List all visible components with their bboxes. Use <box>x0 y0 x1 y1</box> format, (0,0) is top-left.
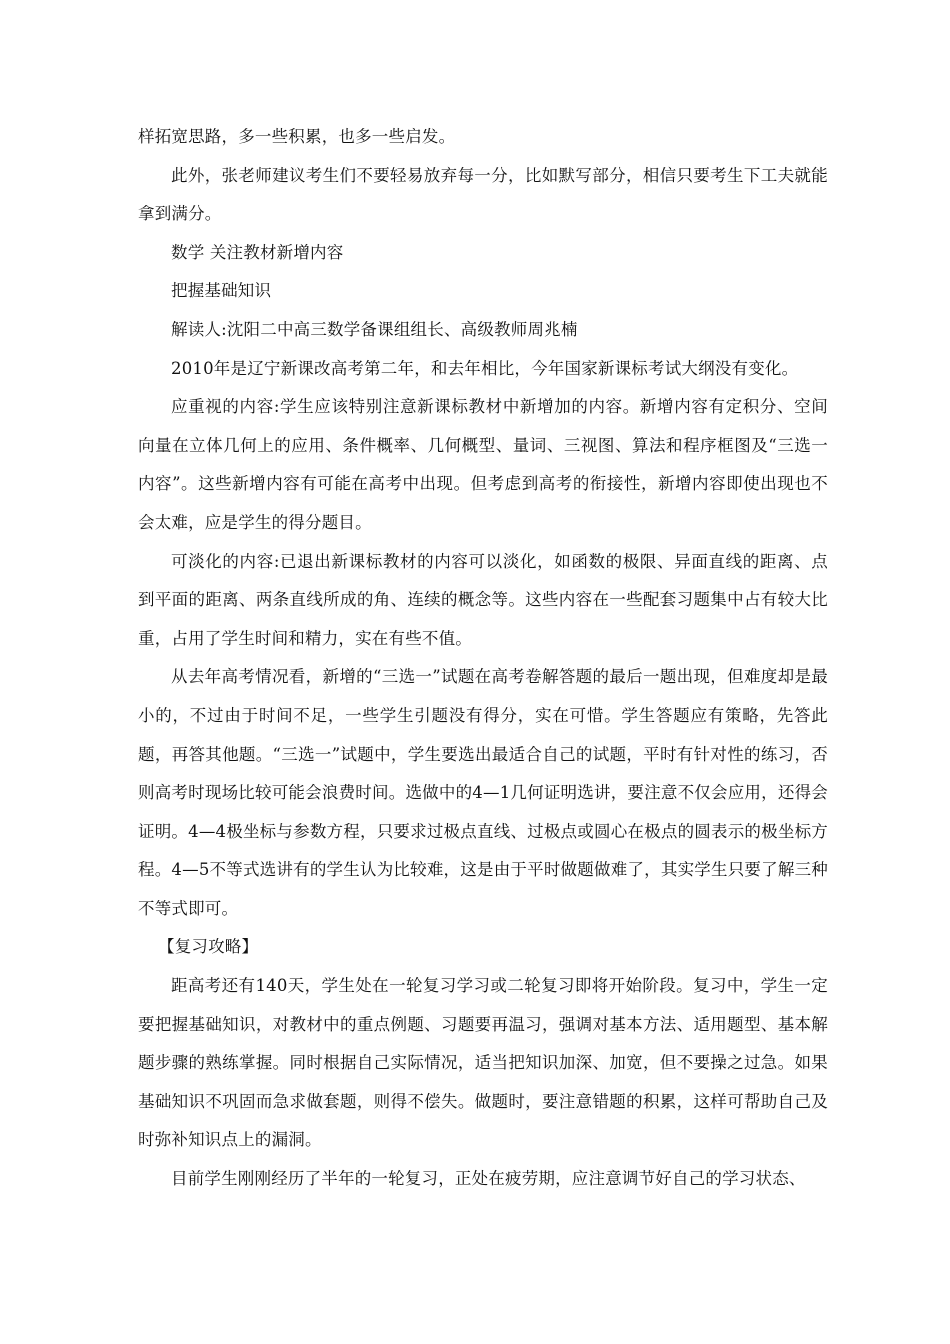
paragraph-last-year: 从去年高考情况看，新增的“三选一”试题在高考卷解答题的最后一题出现，但难度却是最小的，不过由于时间不足，一些学生引题没有得分，实在可惜。学生答题应有策略，先答此题，再答其他题。“三选一”试题中，学生要选出最适合自己的试题，平时有针对性的练习，否则高考时现场比较可能会浪费时间。选做中的4—1几何证明选讲，要注意不仅会应用，还得会证明。4—4极坐标与参数方程，只要求过极点直线、过极点或圆心在极点的圆表示的极坐标方程。4—5不等式选讲有的学生认为比较难，这是由于平时做题做难了，其实学生只要了解三种不等式即可。 <box>138 667 828 918</box>
review-strategy-heading: 【复习攻略】 <box>158 937 259 957</box>
section-heading-math: 数学 关注教材新增内容 <box>171 242 344 262</box>
paragraph-current-state: 目前学生刚刚经历了半年的一轮复习，正处在疲劳期，应注意调节好自己的学习状态、 <box>171 1169 806 1189</box>
section-subheading: 把握基础知识 <box>171 281 272 301</box>
paragraph-deemphasized-content: 可淡化的内容:已退出新课标教材的内容可以淡化，如函数的极限、异面直线的距离、点到平面的距离、两条直线所成的角、连续的概念等。这些内容在一些配套习题集中占有较大比重，占用了学生时间和精力，实在有些不值。 <box>138 551 828 648</box>
paragraph-advice: 此外，张老师建议考生们不要轻易放弃每一分，比如默写部分，相信只要考生下工夫就能拿到满分。 <box>138 165 828 224</box>
paragraph-review: 距高考还有140天，学生处在一轮复习学习或二轮复习即将开始阶段。复习中，学生一定要把握基础知识，对教材中的重点例题、习题要再温习，强调对基本方法、适用题型、基本解题步骤的熟练掌握。同时根据自己实际情况，适当把知识加深、加宽，但不要操之过急。如果基础知识不巩固而急求做套题，则得不偿失。做题时，要注意错题的积累，这样可帮助自己及时弥补知识点上的漏洞。 <box>138 976 828 1150</box>
paragraph-intro: 2010年是辽宁新课改高考第二年，和去年相比，今年国家新课标考试大纲没有变化。 <box>171 358 799 378</box>
paragraph-key-content: 应重视的内容:学生应该特别注意新课标教材中新增加的内容。新增内容有定积分、空间向量在立体几何上的应用、条件概率、几何概型、量词、三视图、算法和程序框图及“三选一内容”。这些新增内容有可能在高考中出现。但考虑到高考的衔接性，新增内容即使出现也不会太难，应是学生的得分题目。 <box>138 397 828 532</box>
interpreter-line: 解读人:沈阳二中高三数学备课组组长、高级教师周兆楠 <box>171 319 578 339</box>
document-body <box>138 118 828 1199</box>
paragraph-continuation: 样拓宽思路，多一些积累，也多一些启发。 <box>138 127 456 146</box>
